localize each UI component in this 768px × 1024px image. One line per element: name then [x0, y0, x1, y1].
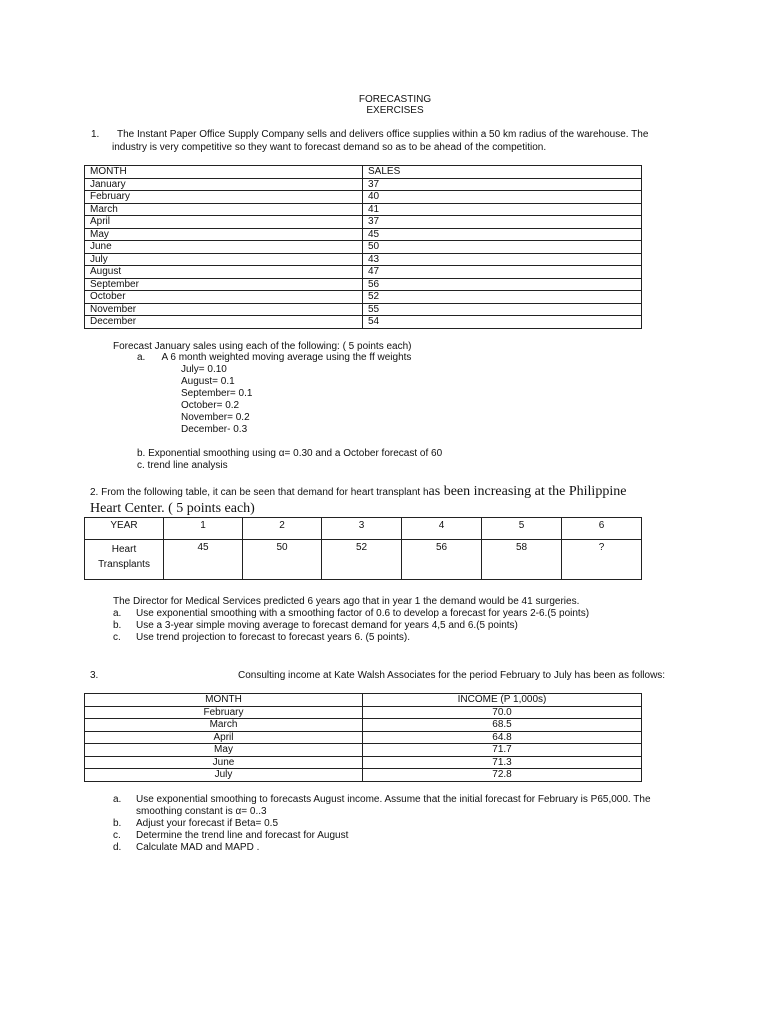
q2-transplant-cell: 45: [164, 540, 243, 580]
list-item-letter: b.: [113, 620, 122, 631]
value-cell: 40: [363, 191, 642, 204]
month-cell: May: [85, 228, 363, 241]
month-cell: September: [85, 278, 363, 291]
q2-transplant-label-1: Heart: [111, 544, 137, 555]
value-cell: 56: [363, 278, 642, 291]
list-item-letter: d.: [113, 842, 122, 853]
q1-text-line2: industry is very competitive so they want to forecast demand so as to be ahead of the competition.: [112, 142, 547, 153]
weight-item: July= 0.10: [181, 364, 227, 375]
title-line-2: EXERCISES: [366, 105, 424, 116]
month-cell: June: [85, 241, 363, 254]
table-row: [85, 253, 642, 266]
list-item-text: Use a 3-year simple moving average to forecast demand for years 4,5 and 6.(5 points): [136, 620, 518, 631]
table-row: [85, 216, 642, 229]
q1-item-c: c. trend line analysis: [137, 460, 228, 471]
q2-year-label: YEAR: [85, 518, 164, 540]
q1-text-line1: The Instant Paper Office Supply Company sells and delivers office supplies within a 50 km radius of the warehouse. The: [117, 129, 649, 140]
weight-item: November= 0.2: [181, 412, 250, 423]
value-cell: 50: [363, 241, 642, 254]
q2-director-text: The Director for Medical Services predicted 6 years ago that in year 1 the demand would be 41 surgeries.: [113, 596, 580, 607]
month-cell: June: [85, 756, 363, 769]
q2-transplant-label-2: Transplants: [98, 559, 150, 570]
q1-sales-table: [84, 165, 642, 329]
q1-weights-list: [181, 364, 252, 436]
list-item-letter: b.: [113, 818, 122, 829]
table-row: [85, 203, 642, 216]
table-row: [85, 719, 642, 732]
table-row: [85, 316, 642, 329]
q2-intro-large: as been increasing at the Philippine: [428, 484, 627, 499]
month-cell: October: [85, 291, 363, 304]
table-row: [85, 178, 642, 191]
value-cell: 45: [363, 228, 642, 241]
q2-intro: [90, 484, 626, 500]
list-item-letter: c.: [113, 830, 121, 841]
table-row: [85, 228, 642, 241]
list-item-letter: c.: [113, 632, 121, 643]
q2-year-cell: 1: [164, 518, 243, 540]
value-cell: 37: [363, 178, 642, 191]
q2-heart-table: [84, 517, 642, 580]
column-header: SALES: [363, 166, 642, 179]
weight-item: October= 0.2: [181, 400, 240, 411]
q2-transplant-cell: ?: [562, 540, 642, 580]
list-item-text: Use exponential smoothing with a smoothing factor of 0.6 to develop a forecast for years 2-6.(5 points): [136, 608, 590, 619]
q3-number: 3.: [90, 670, 99, 681]
value-cell: 71.3: [363, 756, 642, 769]
q2-transplant-label: [85, 540, 164, 580]
table-row: [85, 191, 642, 204]
q2-year-cell: 3: [322, 518, 402, 540]
table-header-row: [85, 694, 642, 707]
value-cell: 71.7: [363, 744, 642, 757]
table-row: [85, 706, 642, 719]
q2-transplant-cell: 52: [322, 540, 402, 580]
q2-transplant-cell: 58: [482, 540, 562, 580]
q2-year-row: [85, 518, 642, 540]
q2-transplant-cell: 56: [402, 540, 482, 580]
q3-income-table: [84, 693, 642, 782]
list-item-letter: a.: [113, 794, 122, 805]
column-header: MONTH: [85, 166, 363, 179]
table-row: [85, 266, 642, 279]
month-cell: March: [85, 203, 363, 216]
value-cell: 55: [363, 303, 642, 316]
table-row: [85, 241, 642, 254]
value-cell: 47: [363, 266, 642, 279]
value-cell: 52: [363, 291, 642, 304]
q1-item-a: a. A 6 month weighted moving average using the ff weights: [137, 352, 412, 363]
list-item-letter: a.: [113, 608, 122, 619]
value-cell: 41: [363, 203, 642, 216]
list-item-text: Calculate MAD and MAPD .: [136, 842, 260, 853]
weight-item: September= 0.1: [181, 388, 253, 399]
month-cell: January: [85, 178, 363, 191]
month-cell: February: [85, 706, 363, 719]
table-row: [85, 769, 642, 782]
list-item-text: Adjust your forecast if Beta= 0.5: [136, 818, 279, 829]
month-cell: August: [85, 266, 363, 279]
q2-transplant-row: [85, 540, 642, 580]
weight-item: December- 0.3: [181, 424, 248, 435]
value-cell: 64.8: [363, 731, 642, 744]
q2-year-cell: 4: [402, 518, 482, 540]
q2-year-cell: 2: [243, 518, 322, 540]
table-row: [85, 278, 642, 291]
q2-year-cell: 6: [562, 518, 642, 540]
q2-intro-line2: Heart Center. ( 5 points each): [90, 501, 255, 516]
column-header: INCOME (P 1,000s): [363, 694, 642, 707]
column-header: MONTH: [85, 694, 363, 707]
list-item-text: Use trend projection to forecast to forecast years 6. (5 points).: [136, 632, 411, 643]
weight-item: August= 0.1: [181, 376, 235, 387]
list-item-text: smoothing constant is α= 0..3: [136, 806, 267, 817]
table-row: [85, 744, 642, 757]
table-row: [85, 731, 642, 744]
title-line-1: FORECASTING: [358, 94, 432, 105]
value-cell: 54: [363, 316, 642, 329]
month-cell: July: [85, 769, 363, 782]
month-cell: December: [85, 316, 363, 329]
month-cell: February: [85, 191, 363, 204]
q2-intro-small: 2. From the following table, it can be seen that demand for heart transplant h: [90, 487, 429, 498]
list-item-text: Use exponential smoothing to forecasts August income. Assume that the initial forecast for February is P65,000. The: [136, 794, 651, 805]
value-cell: 43: [363, 253, 642, 266]
month-cell: April: [85, 216, 363, 229]
month-cell: April: [85, 731, 363, 744]
month-cell: November: [85, 303, 363, 316]
table-row: [85, 303, 642, 316]
value-cell: 37: [363, 216, 642, 229]
q1-number: 1.: [91, 129, 100, 140]
table-row: [85, 756, 642, 769]
value-cell: 70.0: [363, 706, 642, 719]
value-cell: 68.5: [363, 719, 642, 732]
month-cell: May: [85, 744, 363, 757]
list-item-text: Determine the trend line and forecast for August: [136, 830, 349, 841]
table-header-row: [85, 166, 642, 179]
q2-year-cell: 5: [482, 518, 562, 540]
q3-text: Consulting income at Kate Walsh Associates for the period February to July has been as follows:: [238, 670, 666, 681]
q1-item-b: b. Exponential smoothing using α= 0.30 and a October forecast of 60: [137, 448, 443, 459]
value-cell: 72.8: [363, 769, 642, 782]
q1-instruction: Forecast January sales using each of the following: ( 5 points each): [113, 341, 412, 352]
page-title: [0, 94, 768, 116]
table-row: [85, 291, 642, 304]
month-cell: March: [85, 719, 363, 732]
q2-transplant-cell: 50: [243, 540, 322, 580]
month-cell: July: [85, 253, 363, 266]
